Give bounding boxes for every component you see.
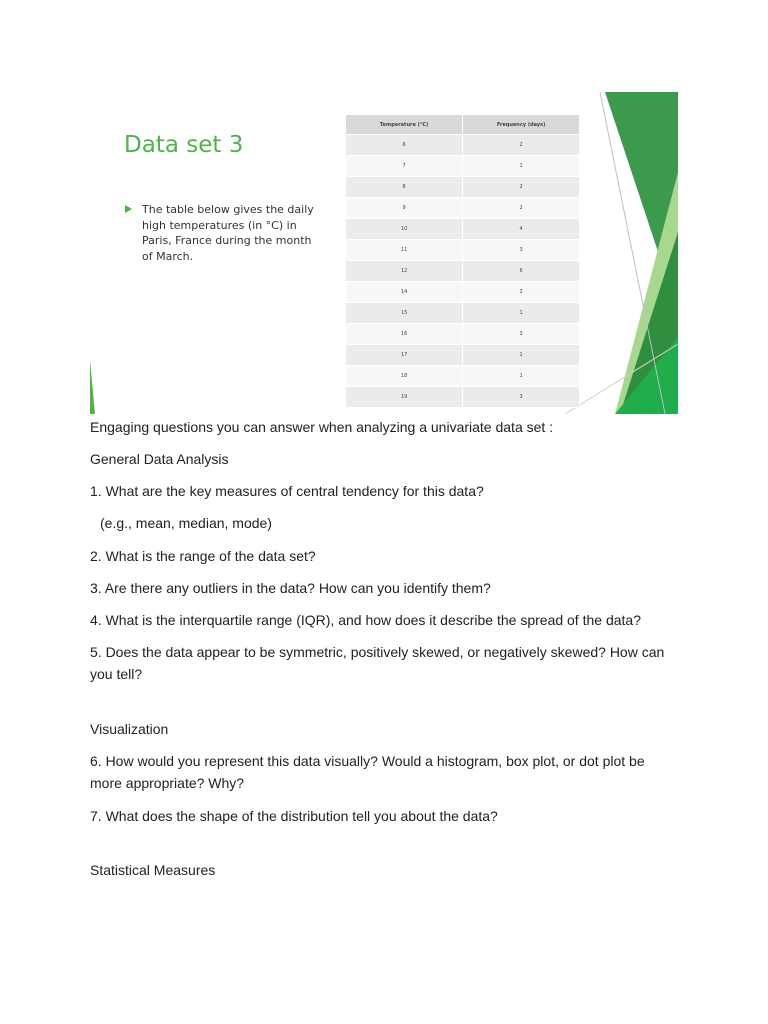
frequency-cell: 2	[463, 135, 580, 156]
temperature-cell: 6	[346, 135, 463, 156]
left-accent-shape	[90, 360, 95, 414]
frequency-cell: 2	[463, 177, 580, 198]
question-4: 4. What is the interquartile range (IQR), and how does it describe the spread of the data?	[90, 612, 641, 628]
table-row	[346, 198, 580, 219]
header-frequency: Frequency (days)	[463, 115, 580, 135]
question-5: 5. Does the data appear to be symmetric, positively skewed, or negatively skewed? How can you tell?	[90, 644, 665, 682]
intro-paragraph: Engaging questions you can answer when analyzing a univariate data set :	[90, 419, 554, 435]
bullet-arrow-icon	[125, 205, 132, 213]
table-row	[346, 324, 580, 345]
temperature-cell: 12	[346, 261, 463, 282]
frequency-cell: 2	[463, 198, 580, 219]
question-2: 2. What is the range of the data set?	[90, 548, 316, 564]
temperature-cell: 11	[346, 240, 463, 261]
temperature-cell: 10	[346, 219, 463, 240]
table-row	[346, 261, 580, 282]
temperature-cell: 16	[346, 324, 463, 345]
question-7: 7. What does the shape of the distribution tell you about the data?	[90, 808, 498, 824]
table-row	[346, 219, 580, 240]
section-heading-visualization: Visualization	[90, 721, 169, 737]
question-3: 3. Are there any outliers in the data? How can you identify them?	[90, 580, 491, 596]
frequency-table	[346, 115, 580, 408]
bullet-text: The table below gives the daily high temperatures (in °C) in Paris, France during the month of March.	[142, 203, 314, 263]
frequency-cell: 3	[463, 387, 580, 408]
temperature-cell: 7	[346, 156, 463, 177]
section-heading-statistical: Statistical Measures	[90, 862, 216, 878]
table-row	[346, 387, 580, 408]
section-heading-general: General Data Analysis	[90, 451, 229, 467]
frequency-cell: 3	[463, 324, 580, 345]
frequency-cell: 2	[463, 282, 580, 303]
temperature-cell: 14	[346, 282, 463, 303]
table-row	[346, 156, 580, 177]
document-body	[90, 416, 680, 881]
temperature-cell: 18	[346, 366, 463, 387]
frequency-cell: 1	[463, 345, 580, 366]
temperature-cell: 8	[346, 177, 463, 198]
slide-title: Data set 3	[124, 132, 244, 158]
frequency-cell: 3	[463, 240, 580, 261]
frequency-cell: 6	[463, 261, 580, 282]
frequency-cell: 1	[463, 366, 580, 387]
table-row	[346, 303, 580, 324]
question-6: 6. How would you represent this data visually? Would a histogram, box plot, or dot plot be more appropriate? Why?	[90, 753, 645, 791]
question-1: 1. What are the key measures of central tendency for this data?	[90, 483, 484, 499]
header-temperature: Temperature (°C)	[346, 115, 463, 135]
temperature-cell: 15	[346, 303, 463, 324]
temperature-cell: 9	[346, 198, 463, 219]
table-row	[346, 366, 580, 387]
table-row	[346, 135, 580, 156]
frequency-cell: 4	[463, 219, 580, 240]
table-row	[346, 282, 580, 303]
table-row	[346, 345, 580, 366]
table-row	[346, 177, 580, 198]
temperature-cell: 19	[346, 387, 463, 408]
slide-bullet	[125, 202, 320, 264]
table-row	[346, 240, 580, 261]
question-1-note: (e.g., mean, median, mode)	[100, 515, 272, 531]
frequency-cell: 1	[463, 156, 580, 177]
embedded-slide	[90, 92, 678, 414]
temperature-cell: 17	[346, 345, 463, 366]
frequency-cell: 1	[463, 303, 580, 324]
table-header-row	[346, 115, 580, 135]
